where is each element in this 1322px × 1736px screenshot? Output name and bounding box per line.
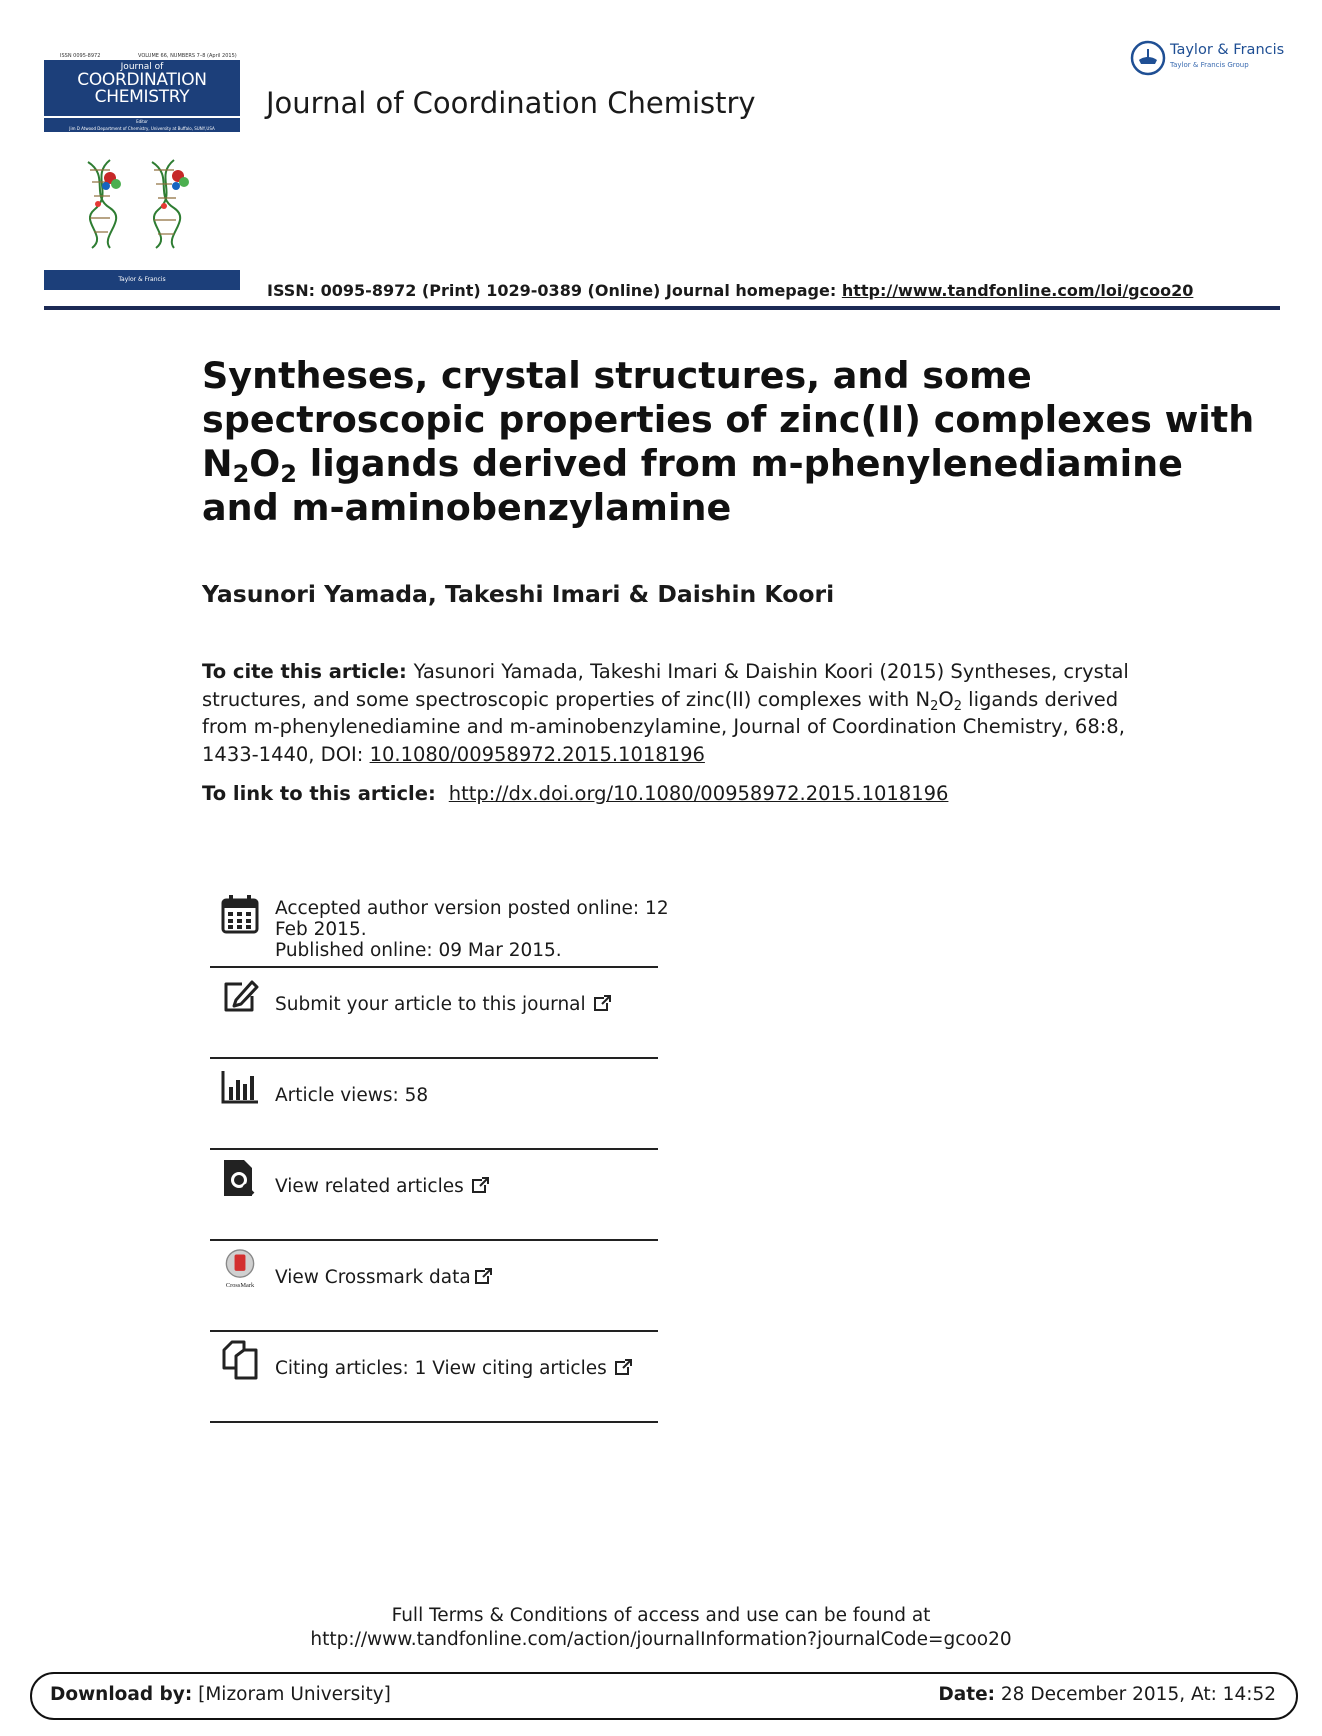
- external-link-icon: [592, 994, 612, 1012]
- accepted-date: Accepted author version posted online: 12: [275, 898, 669, 919]
- citation-block: [202, 658, 1132, 768]
- download-date: Date: 28 December 2015, At: 14:52: [938, 1684, 1276, 1705]
- published-date: Published online: 09 Mar 2015.: [275, 940, 562, 961]
- accepted-date-cont: Feb 2015.: [275, 919, 367, 940]
- external-link-icon: [613, 1358, 633, 1376]
- article-doi-link[interactable]: http://dx.doi.org/10.1080/00958972.2015.1018196: [448, 782, 949, 805]
- cover-volume: VOLUME 66, NUMBERS 7–8 (April 2015): [138, 53, 237, 59]
- issn-line: [267, 281, 1193, 300]
- citation-label: To cite this article:: [202, 660, 414, 683]
- calendar-icon: [220, 894, 260, 934]
- citation-line: structures, and some spectroscopic properties of zinc(II) complexes with $N_2O_2$ ligands derived: [202, 687, 1119, 714]
- issn-text: ISSN: 0095-8972 (Print) 1029-0389 (Online) Journal homepage:: [267, 281, 842, 300]
- citing-articles-row[interactable]: [210, 1332, 658, 1423]
- download-info-bar: [30, 1672, 1298, 1720]
- document-search-icon: [220, 1158, 260, 1198]
- cover-publisher: Taylor & Francis: [118, 276, 166, 283]
- publication-dates-row: [210, 886, 669, 968]
- authors: Yasunori Yamada, Takeshi Imari & Daishin Koori: [202, 580, 835, 608]
- crossmark-row[interactable]: [210, 1241, 658, 1332]
- svg-text:CrossMark: CrossMark: [225, 1282, 255, 1289]
- external-link-icon: [470, 1176, 490, 1194]
- citing-articles-link[interactable]: Citing articles: 1 View citing articles: [275, 1358, 607, 1379]
- doi-link[interactable]: 10.1080/00958972.2015.1018196: [369, 742, 705, 766]
- publisher-name: Taylor & Francis: [1170, 42, 1285, 58]
- download-by: Download by: [Mizoram University]: [50, 1684, 391, 1705]
- article-title: [202, 354, 1255, 530]
- copy-documents-icon: [220, 1340, 260, 1380]
- cover-top-line: [44, 52, 240, 60]
- title-line: Syntheses, crystal structures, and some: [202, 354, 1032, 397]
- external-link-icon: [473, 1267, 493, 1285]
- link-label: To link to this article:: [202, 782, 443, 805]
- cover-journal-of: Journal of: [120, 62, 164, 72]
- publisher-logo[interactable]: [1128, 40, 1288, 76]
- publisher-group: Taylor & Francis Group: [1170, 61, 1249, 69]
- citation-line: 1433-1440, DOI: 10.1080/00958972.2015.1018196: [202, 742, 705, 766]
- cover-editor: [44, 118, 240, 132]
- article-link-line: [202, 782, 948, 805]
- journal-homepage-link[interactable]: http://www.tandfonline.com/loi/gcoo20: [841, 281, 1194, 300]
- article-views: Article views: 58: [275, 1085, 429, 1106]
- submit-article-row[interactable]: [210, 968, 658, 1059]
- related-articles-link[interactable]: View related articles: [275, 1176, 464, 1197]
- cover-coordination: COORDINATION: [77, 70, 207, 90]
- submit-article-link[interactable]: Submit your article to this journal: [275, 994, 586, 1015]
- article-info-list: [210, 886, 669, 1423]
- journal-title: Journal of Coordination Chemistry: [266, 86, 756, 120]
- terms-notice: [0, 1604, 1322, 1652]
- header-divider: [44, 306, 1280, 310]
- cover-editor-label: Editor: [136, 119, 148, 124]
- terms-url[interactable]: http://www.tandfonline.com/action/journalInformation?journalCode=gcoo20: [310, 1629, 1012, 1650]
- taylor-francis-icon: [1130, 40, 1166, 76]
- dna-helix-illustration: [80, 156, 210, 252]
- article-views-row: [210, 1059, 658, 1150]
- related-articles-row[interactable]: [210, 1150, 658, 1241]
- title-line: and m-aminobenzylamine: [202, 486, 732, 529]
- terms-line: Full Terms & Conditions of access and use can be found at: [391, 1605, 931, 1626]
- journal-cover: [44, 52, 240, 292]
- cover-title-band: [44, 60, 240, 116]
- crossmark-link[interactable]: View Crossmark data: [275, 1267, 471, 1288]
- citation-line: To cite this article: Yasunori Yamada, Takeshi Imari & Daishin Koori (2015) Syntheses, crystal: [202, 660, 1129, 683]
- title-line: spectroscopic properties of zinc(II) complexes with: [202, 398, 1255, 441]
- cover-issn: ISSN 0095-8972: [60, 53, 101, 59]
- bar-chart-icon: [220, 1067, 260, 1107]
- edit-icon: [220, 976, 260, 1016]
- cover-editor-name: Jim D Atwood Department of Chemistry, University at Buffalo, SUNY,USA: [69, 126, 215, 131]
- cover-chemistry: CHEMISTRY: [94, 87, 190, 107]
- citation-line: from m-phenylenediamine and m-aminobenzylamine, Journal of Coordination Chemistry, 68:8,: [202, 715, 1125, 738]
- crossmark-icon: [220, 1249, 260, 1289]
- cover-publisher-band: [44, 270, 240, 290]
- title-line: $N_2O_2$ ligands derived from m-phenylenediamine: [202, 442, 1183, 488]
